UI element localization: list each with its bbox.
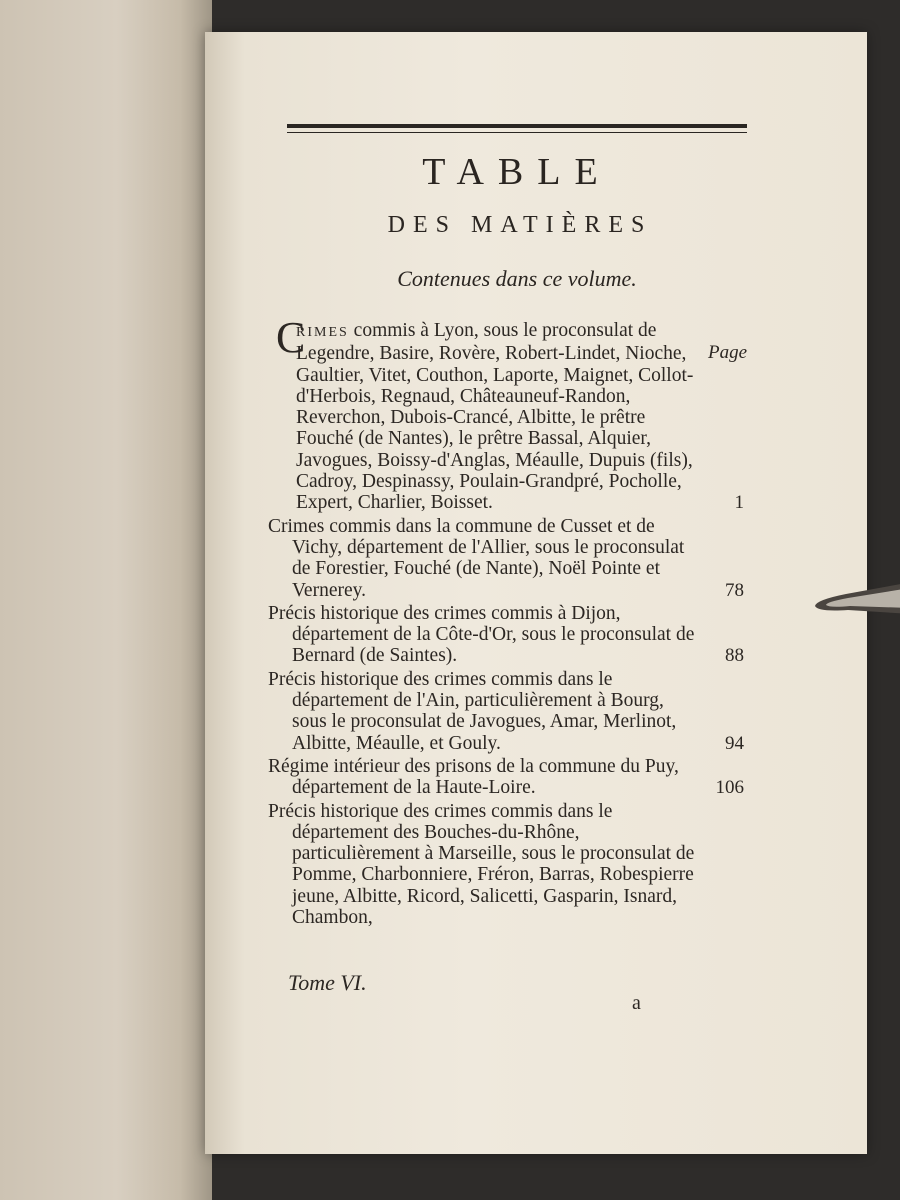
toc-entry [268,602,744,667]
page-caption: Contenues dans ce volume. [397,266,637,291]
small-caps-word: RIMES [296,325,349,340]
volume-footer: Tome VI. [288,970,367,995]
toc-entry [268,515,744,601]
toc-entry-page: 106 [715,777,744,799]
toc-entry-text: Précis historique des crimes commis dans le département des Bouches-du-Rhône, particulièrement à Marseille, sous le proconsulat de Pomme, Charbonniere, Fréron, Barras, Robespierre jeune, Albitte, Ricord, Salicetti, Gasparin, Isnard, Chambon, [268,800,695,929]
table-of-contents [268,313,744,929]
signature-mark: a [632,992,641,1014]
toc-entry-page: 1 [734,492,744,514]
toc-entry-text: Régime intérieur des prisons de la commune du Puy, département de la Haute-Loire. [268,755,679,799]
toc-entry [268,755,744,799]
toc-entry-page: 88 [725,645,744,667]
left-page [0,0,212,1200]
toc-entry-text: Précis historique des crimes commis à Dijon, département de la Côte-d'Or, sous le proconsulat de Bernard (de Saintes). [268,602,695,667]
header-rule-thick [287,124,747,128]
page-title: TABLE [422,151,612,193]
toc-entry [268,668,744,754]
toc-entry-text: Crimes commis dans la commune de Cusset et de Vichy, département de l'Allier, sous le proconsulat de Forestier, Fouché (de Nante), Noël Pointe et Vernerey. [268,515,685,601]
toc-entry-text: Précis historique des crimes commis dans le département de l'Ain, particulièrement à Bourg, sous le proconsulat de Javogues, Amar, Merlinot, Albitte, Méaulle, et Gouly. [268,668,677,754]
toc-entry-page: 94 [725,732,744,754]
toc-entry-page: 78 [725,579,744,601]
toc-entry [268,801,738,929]
drop-cap: C [276,313,306,362]
page-column-label: Page [708,342,748,363]
header-rule-thin [287,132,747,133]
toc-entry-text: commis à Lyon, sous le proconsulat de Legendre, Basire, Rovère, Robert-Lindet, Nioche, Gaultier, Vitet, Couthon, Laporte, Maignet, Collot-d'Herbois, Regnaud, Châteauneuf-Randon, Reverchon, Dubois-Crancé, Albitte, le prêtre Fouché (de Nantes), le prêtre Bassal, Alquier, Javogues, Boissy-d'Anglas, Méaulle, Dupuis (fils), Cadroy, Despinassy, Poulain-Grandpré, Pocholle, Expert, Charlier, Boisset. [296,320,694,514]
bookmark-pointer-icon [812,580,900,622]
page-subtitle: DES MATIÈRES [387,212,653,238]
toc-entry [268,313,744,514]
